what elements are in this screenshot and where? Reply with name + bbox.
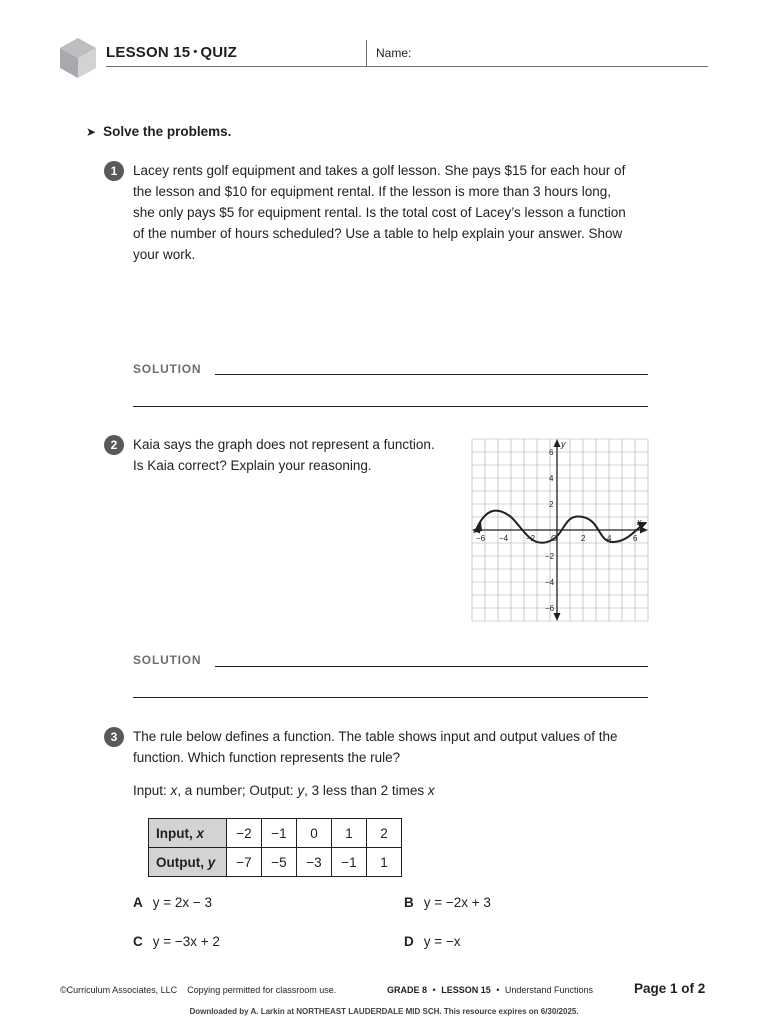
function-table <box>148 818 402 877</box>
choice-d[interactable] <box>404 934 461 949</box>
rule-var: x <box>170 783 178 798</box>
page-title <box>106 44 237 61</box>
rule-text: , 3 less than 2 times <box>304 783 428 798</box>
input-header <box>149 819 227 848</box>
y-tick-label: −2 <box>545 552 555 561</box>
question-3-line: function. Which function represents the rule? <box>133 750 401 765</box>
table-row-input <box>149 819 402 848</box>
question-1-solution-line-2[interactable] <box>133 406 648 407</box>
output-header <box>149 848 227 877</box>
table-cell: −5 <box>262 848 297 877</box>
footer-grade: GRADE 8 <box>387 985 428 995</box>
choice-text: y = 2x − 3 <box>152 895 213 910</box>
footer-topic: Understand Functions <box>504 985 593 995</box>
table-cell: −2 <box>227 819 262 848</box>
y-tick-label: −4 <box>545 578 555 587</box>
instructions-text: Solve the problems. <box>103 124 232 139</box>
question-3-text <box>133 726 618 768</box>
output-header-var: y <box>207 854 216 870</box>
question-1-number: 1 <box>104 161 124 181</box>
choice-text: y = −3x + 2 <box>152 934 220 949</box>
y-tick-label: 2 <box>549 500 554 509</box>
question-1-text <box>133 160 626 265</box>
choice-text: y = −2x + 3 <box>423 895 491 910</box>
question-2-solution-line[interactable] <box>215 666 648 667</box>
question-1-solution-line[interactable] <box>215 374 648 375</box>
question-2-text <box>133 434 435 476</box>
coordinate-graph <box>471 437 649 623</box>
input-header-label: Input, <box>156 825 197 841</box>
y-tick-label: −6 <box>545 604 555 613</box>
table-cell: 1 <box>367 848 402 877</box>
lesson-cube-icon <box>58 36 98 80</box>
question-1-line: your work. <box>133 247 196 262</box>
footer-dot: • <box>432 985 436 995</box>
table-cell: −3 <box>297 848 332 877</box>
rule-var: y <box>297 783 305 798</box>
graph-axes <box>472 439 648 621</box>
table-cell: −7 <box>227 848 262 877</box>
x-tick-label: 2 <box>581 534 586 543</box>
x-tick-label: 4 <box>607 534 612 543</box>
table-row-output <box>149 848 402 877</box>
arrow-icon: ➤ <box>86 124 97 139</box>
question-2-line: Is Kaia correct? Explain your reasoning. <box>133 458 372 473</box>
x-tick-label: −2 <box>526 534 536 543</box>
origin-label: O <box>551 534 558 543</box>
table-cell: 2 <box>367 819 402 848</box>
choice-b[interactable] <box>404 895 491 910</box>
choice-text: y = −x <box>423 934 461 949</box>
table-cell: −1 <box>262 819 297 848</box>
question-1-line: she only pays $5 for equipment rental. Is the total cost of Lacey’s lesson a function <box>133 205 626 220</box>
table-cell: 1 <box>332 819 367 848</box>
name-field-line <box>106 66 708 67</box>
footer-lesson-info <box>387 985 593 995</box>
question-3-line: The rule below defines a function. The table shows input and output values of the <box>133 729 618 744</box>
question-2-number: 2 <box>104 435 124 455</box>
x-tick-label: 6 <box>633 534 638 543</box>
quiz-label: QUIZ <box>200 44 238 61</box>
instructions <box>86 124 231 139</box>
x-tick-label: −6 <box>476 534 486 543</box>
x-axis-label: x <box>637 517 642 527</box>
copyright-notice: ©Curriculum Associates, LLC Copying permitted for classroom use. <box>60 985 337 995</box>
page-number: Page 1 of 2 <box>634 981 706 996</box>
function-rule <box>133 780 435 801</box>
rule-text: Input: <box>133 783 171 798</box>
header-divider <box>366 40 367 66</box>
choice-letter: C <box>133 934 143 949</box>
question-2-solution-line-2[interactable] <box>133 697 648 698</box>
curve-arrow-left <box>473 522 482 533</box>
question-1-line: the lesson and $10 for equipment rental. If the lesson is more than 3 hours long, <box>133 184 612 199</box>
table-cell: 0 <box>297 819 332 848</box>
question-3-number: 3 <box>104 727 124 747</box>
question-1-line: Lacey rents golf equipment and takes a golf lesson. She pays $15 for each hour of <box>133 163 626 178</box>
footer-dot: • <box>496 985 500 995</box>
choice-letter: A <box>133 895 143 910</box>
choice-a[interactable] <box>133 895 212 910</box>
choice-letter: D <box>404 934 414 949</box>
choice-c[interactable] <box>133 934 220 949</box>
download-notice: Downloaded by A. Larkin at NORTHEAST LAUDERDALE MID SCH. This resource expires on 6/30/2025. <box>189 1007 579 1016</box>
name-label: Name: <box>376 46 412 60</box>
y-tick-label: 4 <box>549 474 554 483</box>
choice-letter: B <box>404 895 414 910</box>
title-separator: • <box>193 46 198 58</box>
lesson-label: LESSON 15 <box>106 44 191 61</box>
question-1-line: of the number of hours scheduled? Use a table to help explain your answer. Show <box>133 226 623 241</box>
footer-lesson: LESSON 15 <box>441 985 491 995</box>
rule-var: x <box>427 783 435 798</box>
output-header-label: Output, <box>156 854 208 870</box>
input-header-var: x <box>196 825 205 841</box>
table-cell: −1 <box>332 848 367 877</box>
y-tick-label: 6 <box>549 448 554 457</box>
x-tick-label: −4 <box>499 534 509 543</box>
question-1-solution-label: SOLUTION <box>133 362 202 376</box>
question-2-line: Kaia says the graph does not represent a function. <box>133 437 435 452</box>
rule-text: , a number; Output: <box>177 783 298 798</box>
y-axis-label: y <box>561 439 566 449</box>
question-2-solution-label: SOLUTION <box>133 653 202 667</box>
